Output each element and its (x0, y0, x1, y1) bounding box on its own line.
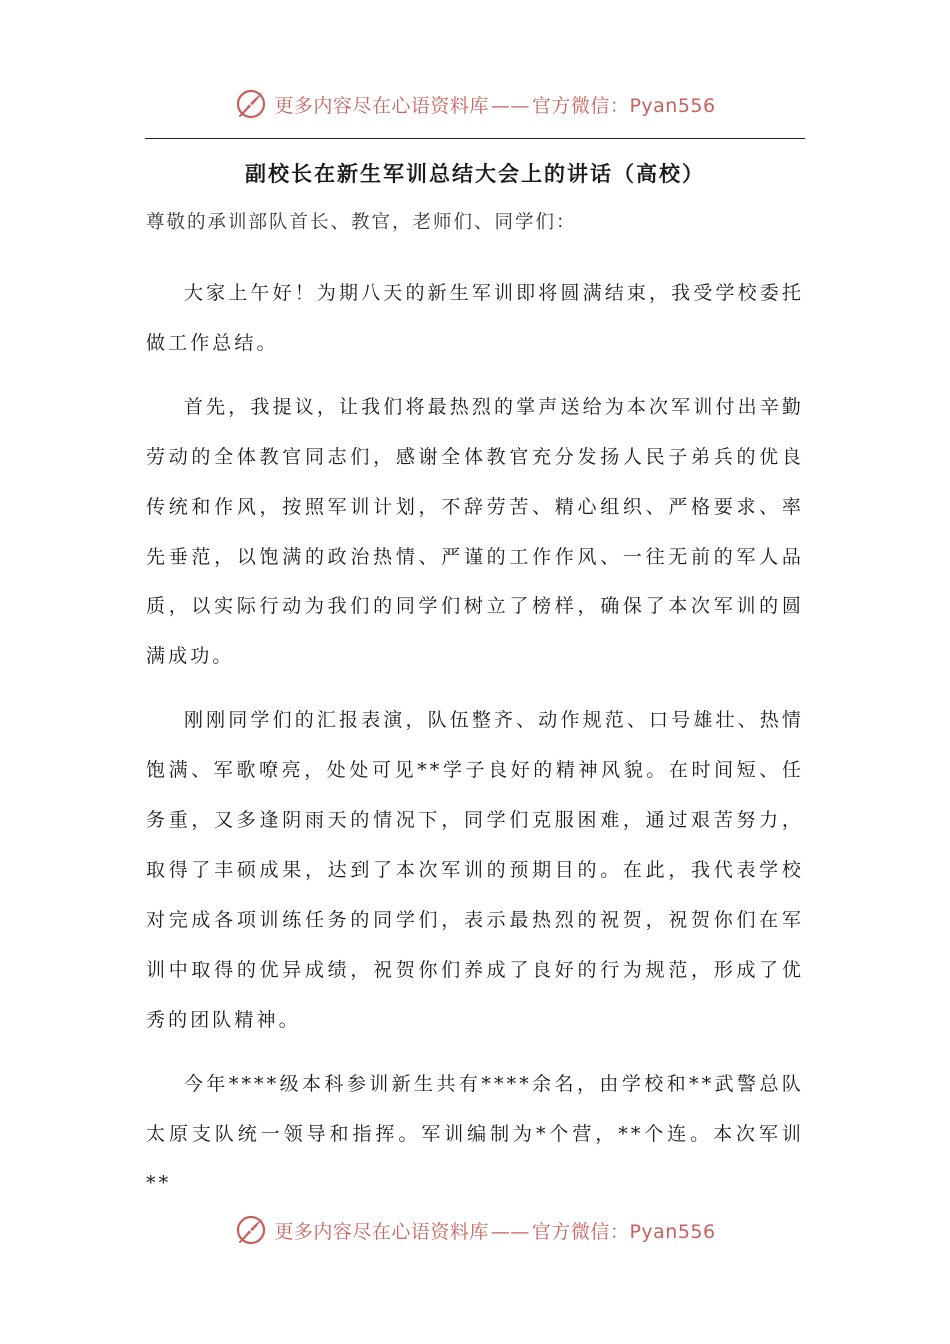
salutation: 尊敬的承训部队首长、教官，老师们、同学们： (146, 212, 577, 233)
header-divider (145, 138, 805, 139)
footer-banner (0, 1210, 950, 1250)
header-site-name: 更多内容尽在心语资料库 (274, 94, 489, 117)
footer-site-name: 更多内容尽在心语资料库 (274, 1220, 489, 1243)
paragraph-1: 大家上午好！为期八天的新生军训即将圆满结束，我受学校委托做工作总结。 (146, 282, 804, 354)
header-wechat-label: 官方微信： (531, 94, 630, 117)
footer-wechat-id: Pyan556 (629, 1220, 716, 1243)
header-banner-text (274, 91, 715, 118)
document-title: 副校长在新生军训总结大会上的讲话（高校） (245, 161, 705, 186)
footer-dash: —— (490, 1220, 530, 1243)
header-wechat-id: Pyan556 (629, 94, 716, 117)
document-body (146, 152, 804, 1209)
header-banner (0, 84, 950, 124)
paragraph-3: 刚刚同学们的汇报表演，队伍整齐、动作规范、口号雄壮、热情饱满、军歌嘹亮，处处可见**学子良好的精神风貌。在时间短、任务重，又多逢阴雨天的情况下，同学们克服困难，通过艰苦努力，取得了丰硕成果，达到了本次军训的预期目的。在此，我代表学校对完成各项训练任务的同学们，表示最热烈的祝贺，祝贺你们在军训中取得的优异成绩，祝贺你们养成了良好的行为规范，形成了优秀的团队精神。 (146, 709, 804, 1031)
paragraph-4: 今年****级本科参训新生共有****余名，由学校和**武警总队太原支队统一领导和指挥。军训编制为*个营，**个连。本次军训** (146, 1072, 804, 1195)
footer-wechat-label: 官方微信： (531, 1220, 630, 1243)
header-dash: —— (490, 94, 530, 117)
paragraph-2: 首先，我提议，让我们将最热烈的掌声送给为本次军训付出辛勤劳动的全体教官同志们，感谢全体教官充分发扬人民子弟兵的优良传统和作风，按照军训计划，不辞劳苦、精心组织、严格要求、率先垂范，以饱满的政治热情、严谨的工作作风、一往无前的军人品质，以实际行动为我们的同学们树立了榜样，确保了本次军训的圆满成功。 (146, 395, 804, 668)
quill-pen-logo-icon (234, 87, 268, 121)
footer-banner-text (274, 1217, 715, 1244)
quill-pen-logo-icon (234, 1213, 268, 1247)
